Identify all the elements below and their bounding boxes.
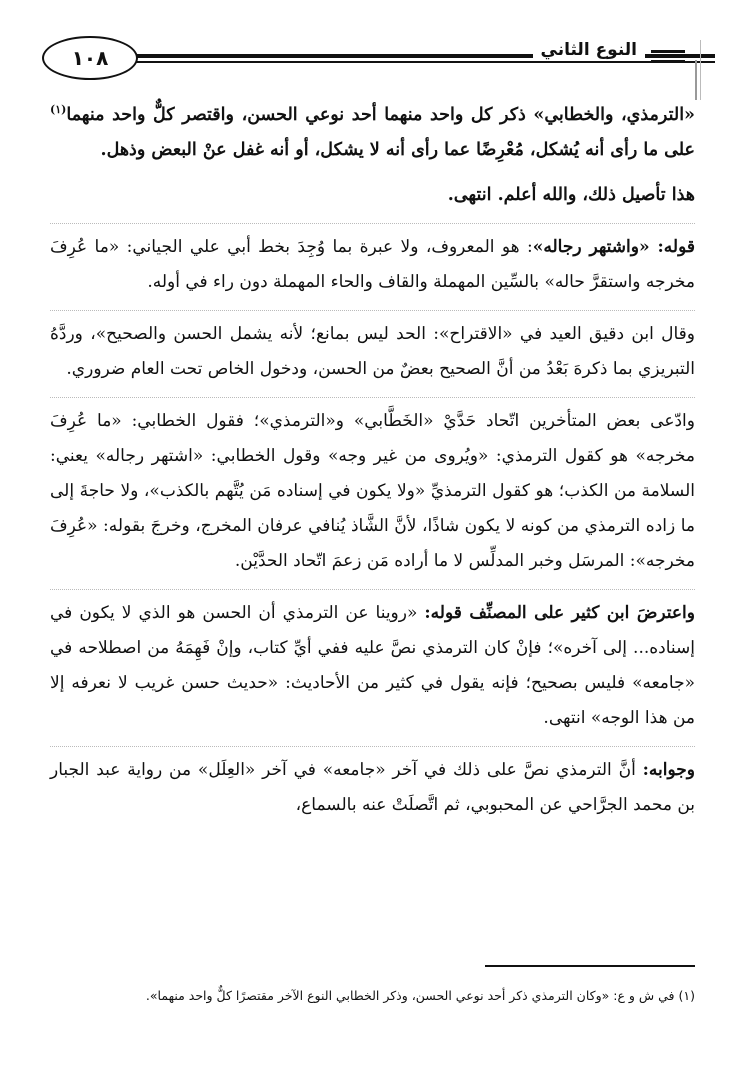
margin-mark [695, 60, 697, 100]
paragraph-6 [50, 589, 695, 736]
paragraph-text: وادّعى بعض المتأخرين اتّحاد حَدَّيْ «الخَطَّابي» و«الترمذي»؛ فقول الخطابي: «ما عُرِفَ مخرجه» هو كقول الترمذي: «ويُروى من غير وجه» وقول الخطابي: «اشتهر رجاله» يعني: السلامة من الكذب؛ هو كقول الترمذيِّ «ولا يكون في إسناده مَن يُتَّهم بالكذب»، ولا حاجةَ إلى ما زاده الترمذي من كونه لا يكون شاذًا، لأنَّ الشَّاذ يُنافي عرفان المخرج، وخرجَ بقوله: «عُرِفَ مخرجه»: المرسَل وخبر المدلِّس لا ما أراده مَن زعمَ اتّحاد الحدَّيْن. [50, 411, 695, 571]
footnote: (١) في ش و ع: «وكان الترمذي ذكر أحد نوعي الحسن، وذكر الخطابي النوع الآخر مقتصرًا كلٌّ واحد منهما». [145, 988, 695, 1003]
page-header [20, 28, 715, 92]
header-rule-thin [130, 61, 715, 63]
paragraph-1 [50, 98, 695, 168]
paragraph-text: «الترمذي، والخطابي» ذكر كل واحد منهما أحد نوعي الحسن، واقتصر كلٌّ واحد منهما [66, 105, 695, 125]
paragraph-lead: قوله: «واشتهر رجاله» [532, 237, 695, 257]
footnote-rule [485, 965, 695, 967]
footnote-marker: (١) [50, 103, 67, 117]
paragraph-text: هذا تأصيل ذلك، والله أعلم. انتهى. [447, 185, 695, 205]
margin-mark [700, 40, 701, 100]
paragraph-4 [50, 310, 695, 387]
paragraph-5 [50, 397, 695, 579]
paragraph-7 [50, 746, 695, 823]
paragraph-2 [50, 178, 695, 213]
paragraph-text: «روينا عن الترمذي أن الحسن هو الذي لا يكون في إسناده... إلى آخره»؛ فإنْ كان الترمذي نصَّ عليه ففي أيِّ كتاب، وإنْ فَهِمَهُ من اصطلاحه في «جامعه» فليس بصحيح؛ فإنه يقول في كثير من الأحاديث: «حديث حسن غريب لا نعرفه إلا من هذا الوجه» انتهى. [50, 603, 696, 728]
paragraph-text: : هو المعروف، ولا عبرة بما وُجِدَ بخط أبي علي الجياني: «ما عُرِفَ مخرجه واستقرَّ حاله» بالسِّين المهملة والقاف والحاء المهملة دون راء في أوله. [50, 237, 695, 292]
paragraph-text: أنَّ الترمذي نصَّ على ذلك في آخر «جامعه» في آخر «العِلَل» من رواية عبد الجبار بن محمد الجرَّاحي عن المحبوبي، ثم اتَّصلَتْ عنه بالسماع، [50, 760, 695, 815]
body-text [50, 98, 695, 833]
page-number: ١٠٨ [42, 36, 138, 80]
section-title: النوع الثاني [533, 40, 645, 60]
paragraph-tail: على ما رأى أنه يُشكل، مُعْرِضًا عما رأى أنه لا يشكل، أو أنه غفل عنْ البعض وذهل. [100, 140, 695, 160]
paragraph-text: وقال ابن دقيق العيد في «الاقتراح»: الحد ليس بمانع؛ لأنه يشمل الحسن والصحيح»، وردَّهُ التبريزي بما ذكرهَ بَعْدُ من أنَّ الصحيح بعضٌ من الحسن، ودخول الخاص تحت العام ضروري. [50, 324, 695, 379]
header-ornament [651, 50, 685, 62]
paragraph-lead: واعترضَ ابن كثير على المصنِّف قوله: [424, 603, 695, 623]
paragraph-3 [50, 223, 695, 300]
paragraph-lead: وجوابه: [642, 760, 695, 780]
